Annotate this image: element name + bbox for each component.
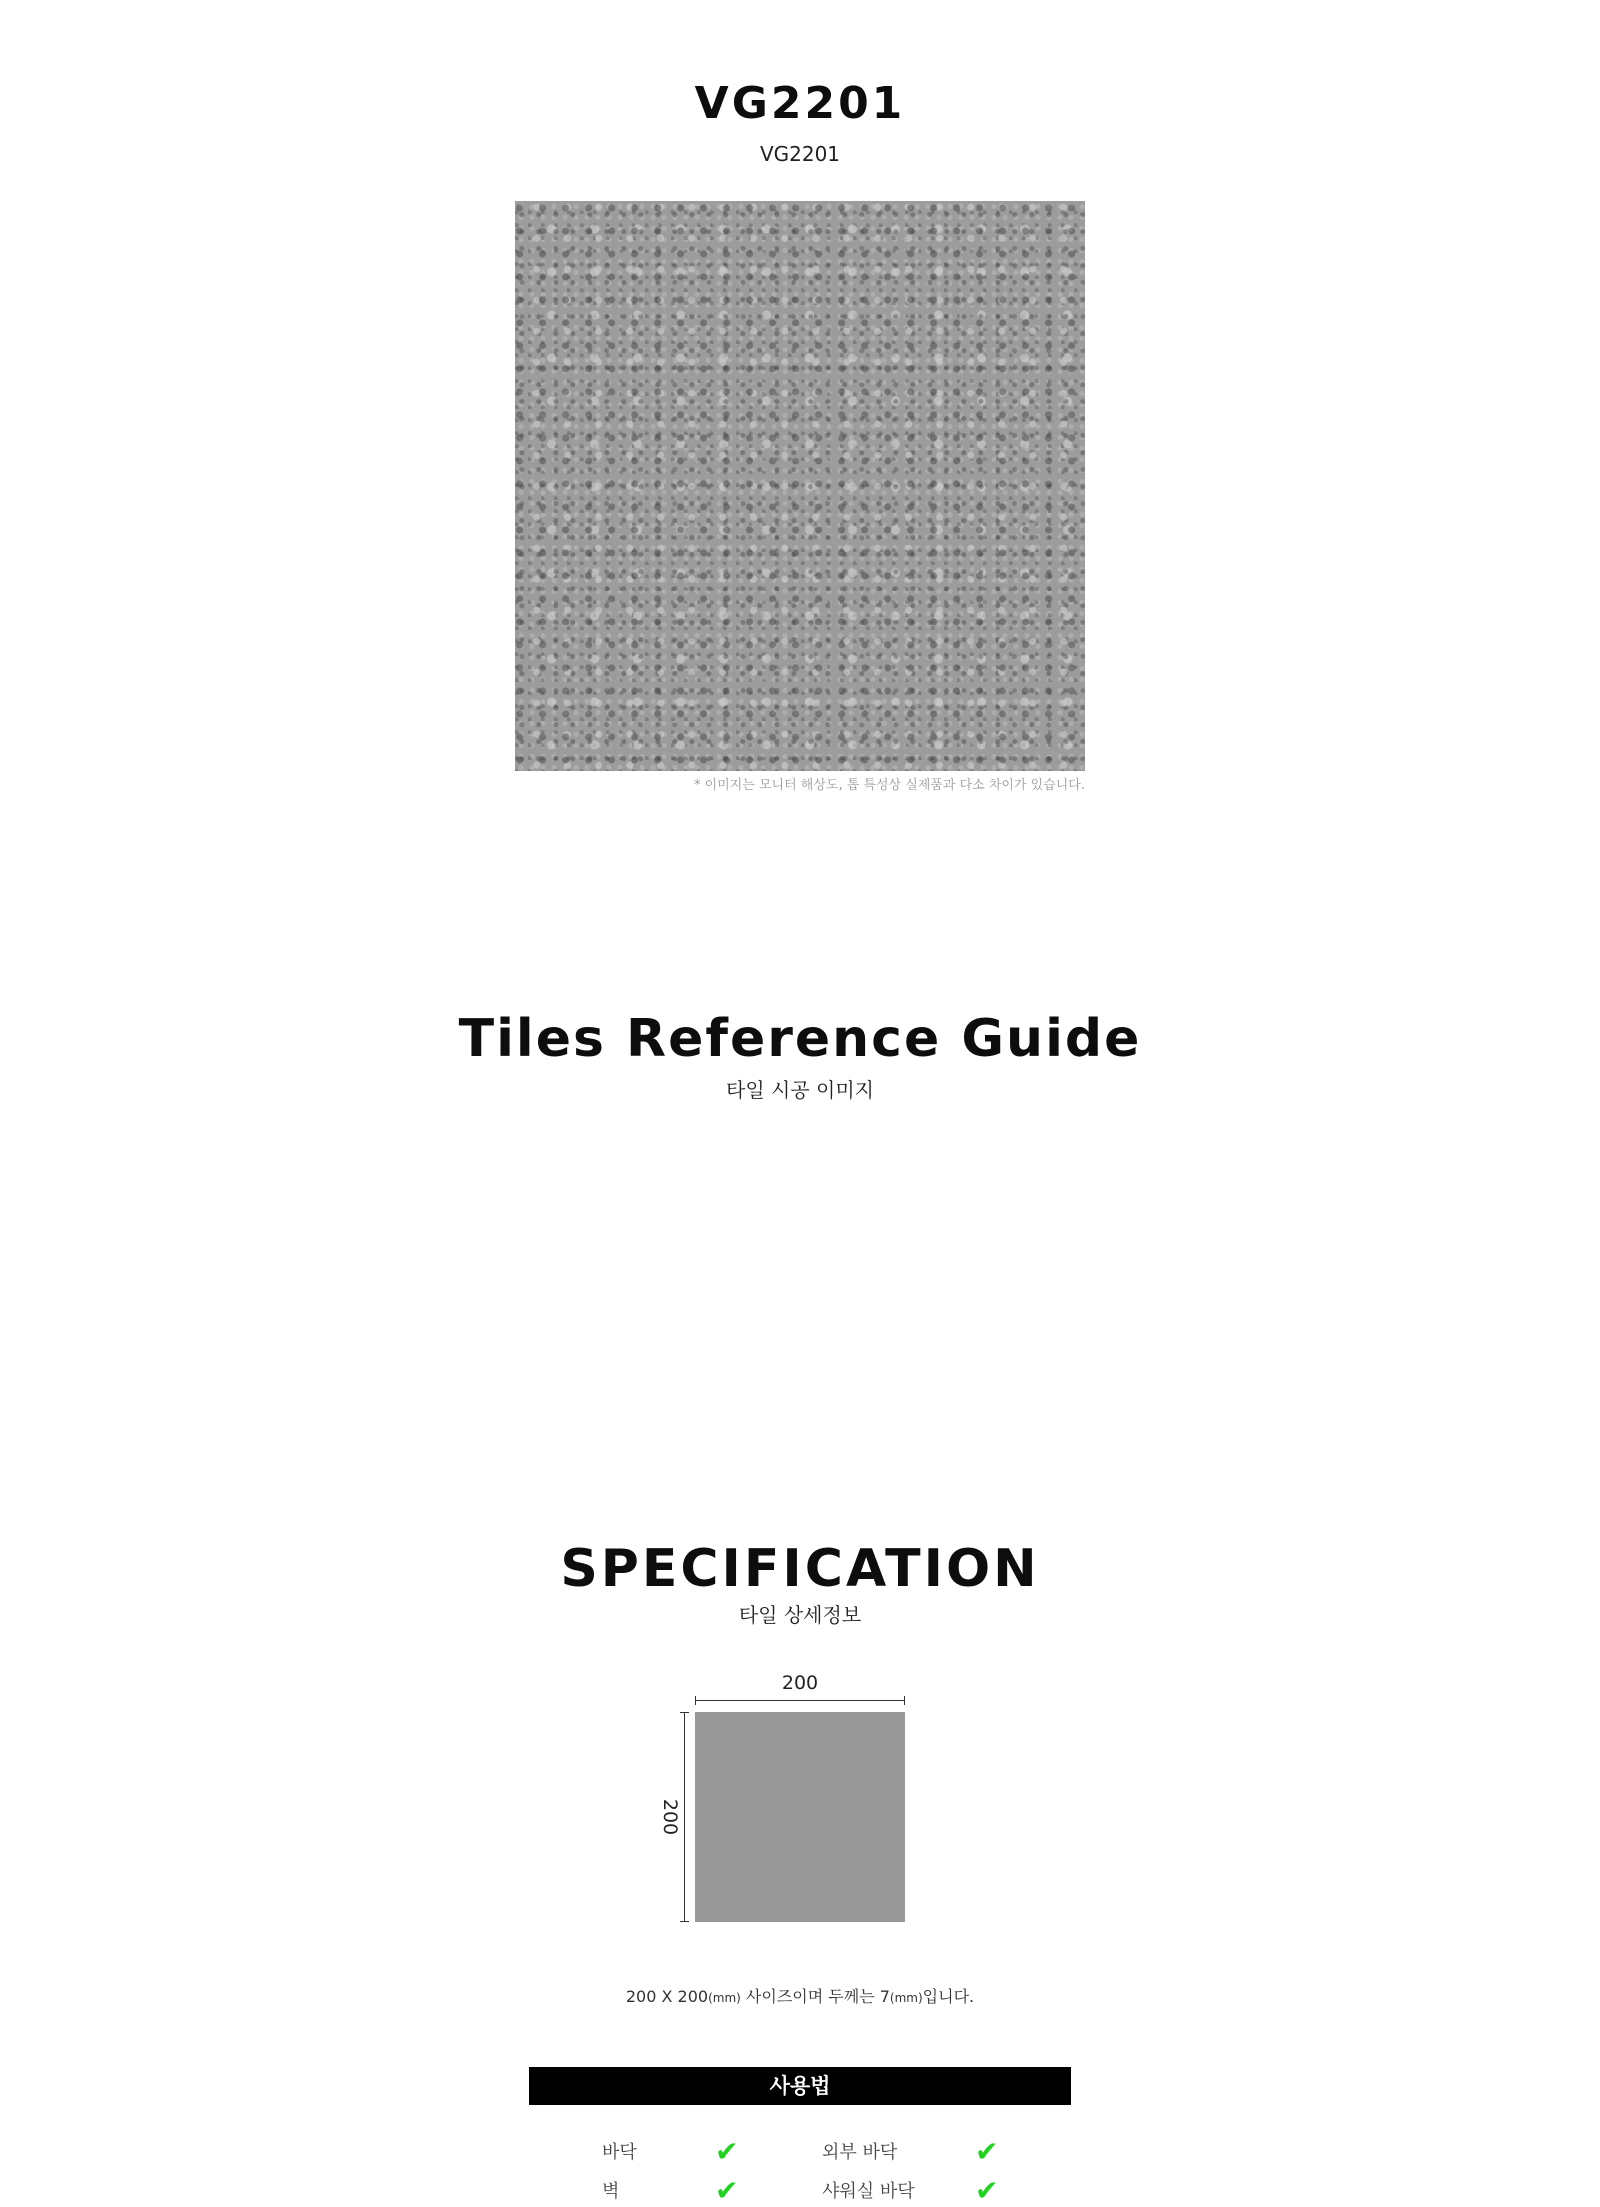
usage-label-outdoor-floor: 외부 바닥 (822, 2142, 898, 2163)
size-unit: (mm) (708, 1991, 741, 2005)
check-icon: ✔ (715, 2174, 739, 2207)
size-dimensions: 200 X 200 (625, 1987, 709, 2006)
specification-title: SPECIFICATION (560, 1539, 1040, 1599)
usage-header: 사용법 (529, 2067, 1071, 2105)
tile-texture-image (515, 201, 1085, 771)
width-dimension-tick-right (904, 1696, 905, 1705)
image-disclaimer: * 이미지는 모니터 해상도, 톱 특성상 실제품과 다소 차이가 있습니다. (693, 778, 1085, 793)
height-dimension-tick-bottom (680, 1921, 689, 1922)
reference-guide-subtitle: 타일 시공 이미지 (726, 1078, 874, 1102)
tile-size-diagram (695, 1712, 905, 1922)
check-icon: ✔ (975, 2135, 999, 2168)
thickness-unit: (mm) (889, 1991, 923, 2005)
width-dimension-tick-left (695, 1696, 696, 1705)
specification-subtitle: 타일 상세정보 (738, 1603, 862, 1627)
product-title: VG2201 (694, 78, 906, 129)
reference-guide-title: Tiles Reference Guide (458, 1009, 1142, 1069)
height-dimension-label: 200 (659, 1798, 681, 1836)
width-dimension-line (695, 1700, 905, 1701)
size-description (0, 1987, 1600, 2008)
thickness-text: 사이즈이며 두께는 7 (740, 1987, 890, 2006)
size-suffix: 입니다. (922, 1987, 975, 2006)
usage-label-floor: 바닥 (602, 2142, 637, 2163)
height-dimension-line (684, 1712, 685, 1922)
check-icon: ✔ (975, 2174, 999, 2207)
check-icon: ✔ (715, 2135, 739, 2168)
width-dimension-label: 200 (781, 1672, 819, 1694)
usage-label-wall: 벽 (602, 2181, 620, 2202)
product-code: VG2201 (759, 142, 841, 166)
usage-label-shower-floor: 샤워실 바닥 (822, 2181, 915, 2202)
height-dimension-tick-top (680, 1712, 689, 1713)
